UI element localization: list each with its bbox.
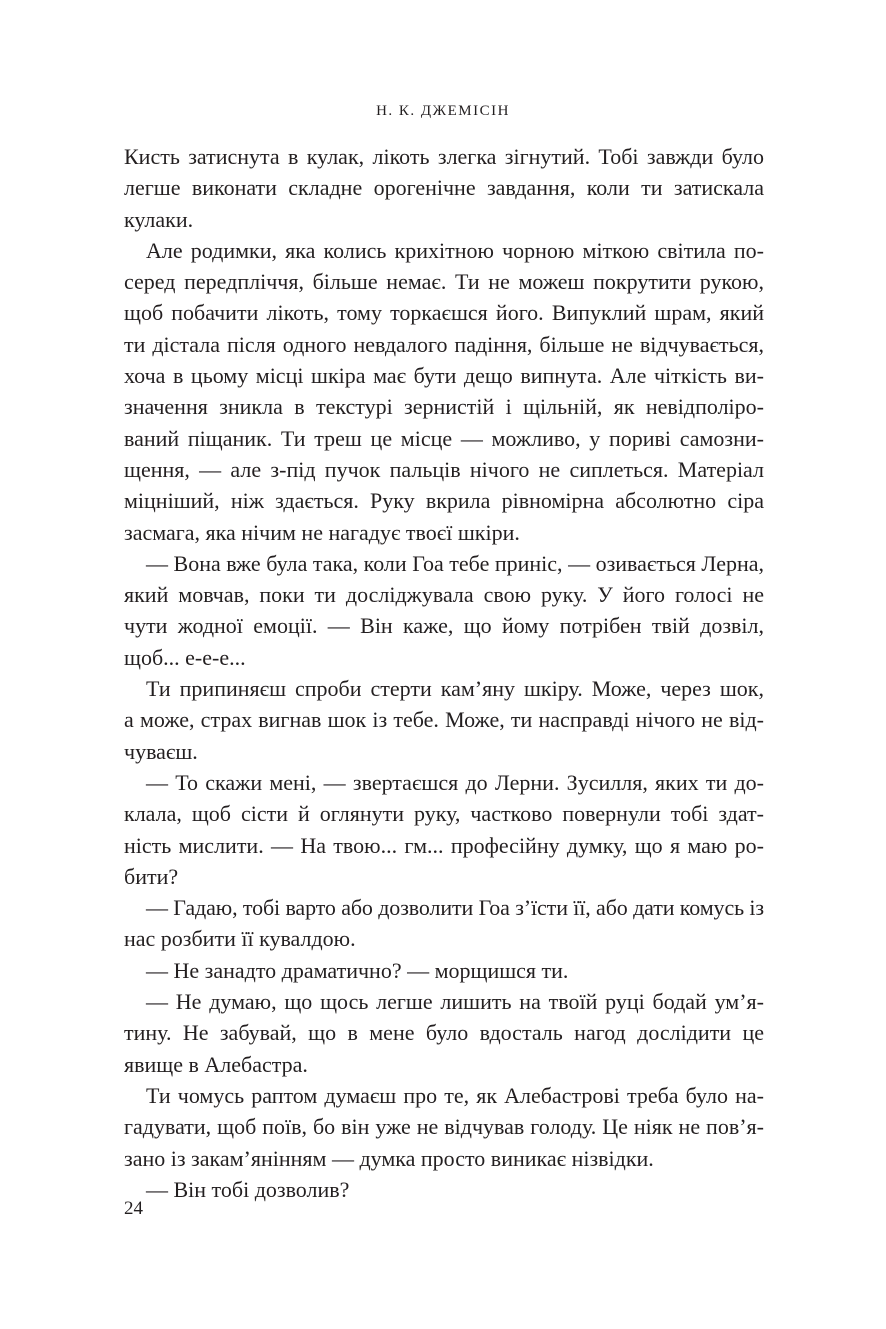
- text-line: нас розбити її кувалдою.: [124, 926, 356, 952]
- text-line: засмага, яка нічим не нагадує твоєї шкіри.: [124, 519, 520, 545]
- text-line: — Не занадто драматично? — морщишся ти.: [146, 957, 569, 983]
- text-line: міцніший, ніж здається. Руку вкрила рівномірна абсолютно сіра: [124, 488, 764, 514]
- text-line: серед передпліччя, більше немає. Ти не можеш покрутити рукою,: [124, 269, 764, 295]
- text-line: чути жодної емоції. — Він каже, що йому потрібен твій дозвіл,: [124, 613, 764, 639]
- text-line: хоча в цьому місці шкіра має бути дещо випнута. Але чіткість ви-: [124, 363, 764, 389]
- text-line: щення, — але з-під пучок пальців нічого не сиплеться. Матеріал: [124, 456, 764, 482]
- text-line: клала, щоб сісти й оглянути руку, частково повернули тобі здат-: [124, 801, 764, 827]
- text-line: щоб побачити лікоть, тому торкаєшся його. Випуклий шрам, який: [124, 300, 764, 326]
- text-line: ти дістала після одного невдалого падіння, більше не відчувається,: [124, 331, 764, 357]
- text-line: щоб... е-е-е...: [124, 644, 246, 670]
- page-number: 24: [124, 1198, 143, 1219]
- text-line: бити?: [124, 863, 179, 889]
- text-line: Кисть затиснута в кулак, лікоть злегка зігнутий. Тобі завжди було: [124, 144, 764, 169]
- text-line: ваний піщаник. Ти треш це місце — можливо, у пориві самозни-: [124, 425, 764, 451]
- text-line: — Вона вже була така, коли Гоа тебе приніс, — озивається Лерна,: [146, 550, 764, 576]
- text-line: значення зникла в текстурі зернистій і щільній, як невідполіро-: [124, 394, 764, 420]
- text-line: а може, страх вигнав шок із тебе. Може, ти насправді нічого не від-: [124, 707, 764, 733]
- running-head: Н. К. ДЖЕМІСІН: [376, 103, 510, 119]
- body-text: [124, 141, 764, 1205]
- text-line: легше виконати складне орогенічне завдання, коли ти затискала: [124, 175, 764, 201]
- text-line: зано із закам’янінням — думка просто виникає нізвідки.: [124, 1145, 654, 1171]
- text-line: Ти чомусь раптом думаєш про те, як Алебастрові треба було на-: [146, 1082, 764, 1108]
- text-line: кулаки.: [124, 206, 194, 232]
- text-line: Ти припиняєш спроби стерти кам’яну шкіру. Може, через шок,: [146, 676, 764, 702]
- text-line: чуваєш.: [124, 738, 198, 764]
- text-line: гадувати, щоб поїв, бо він уже не відчував голоду. Це ніяк не пов’я-: [124, 1114, 764, 1140]
- text-line: — То скажи мені, — звертаєшся до Лерни. Зусилля, яких ти до-: [146, 769, 764, 795]
- text-line: явище в Алебастра.: [124, 1051, 308, 1077]
- text-line: — Гадаю, тобі варто або дозволити Гоа з’їсти її, або дати комусь із: [146, 895, 764, 921]
- text-line: тину. Не забувай, що в мене було вдосталь нагод дослідити це: [124, 1020, 764, 1046]
- text-line: який мовчав, поки ти досліджувала свою руку. У його голосі не: [124, 582, 764, 608]
- text-line: Але родимки, яка колись крихітною чорною міткою світила по-: [146, 237, 764, 263]
- text-line: ність мислити. — На твою... гм... професійну думку, що я маю ро-: [124, 832, 764, 858]
- text-line: — Він тобі дозволив?: [146, 1176, 350, 1202]
- text-line: — Не думаю, що щось легше лишить на твоїй руці бодай ум’я-: [146, 989, 764, 1015]
